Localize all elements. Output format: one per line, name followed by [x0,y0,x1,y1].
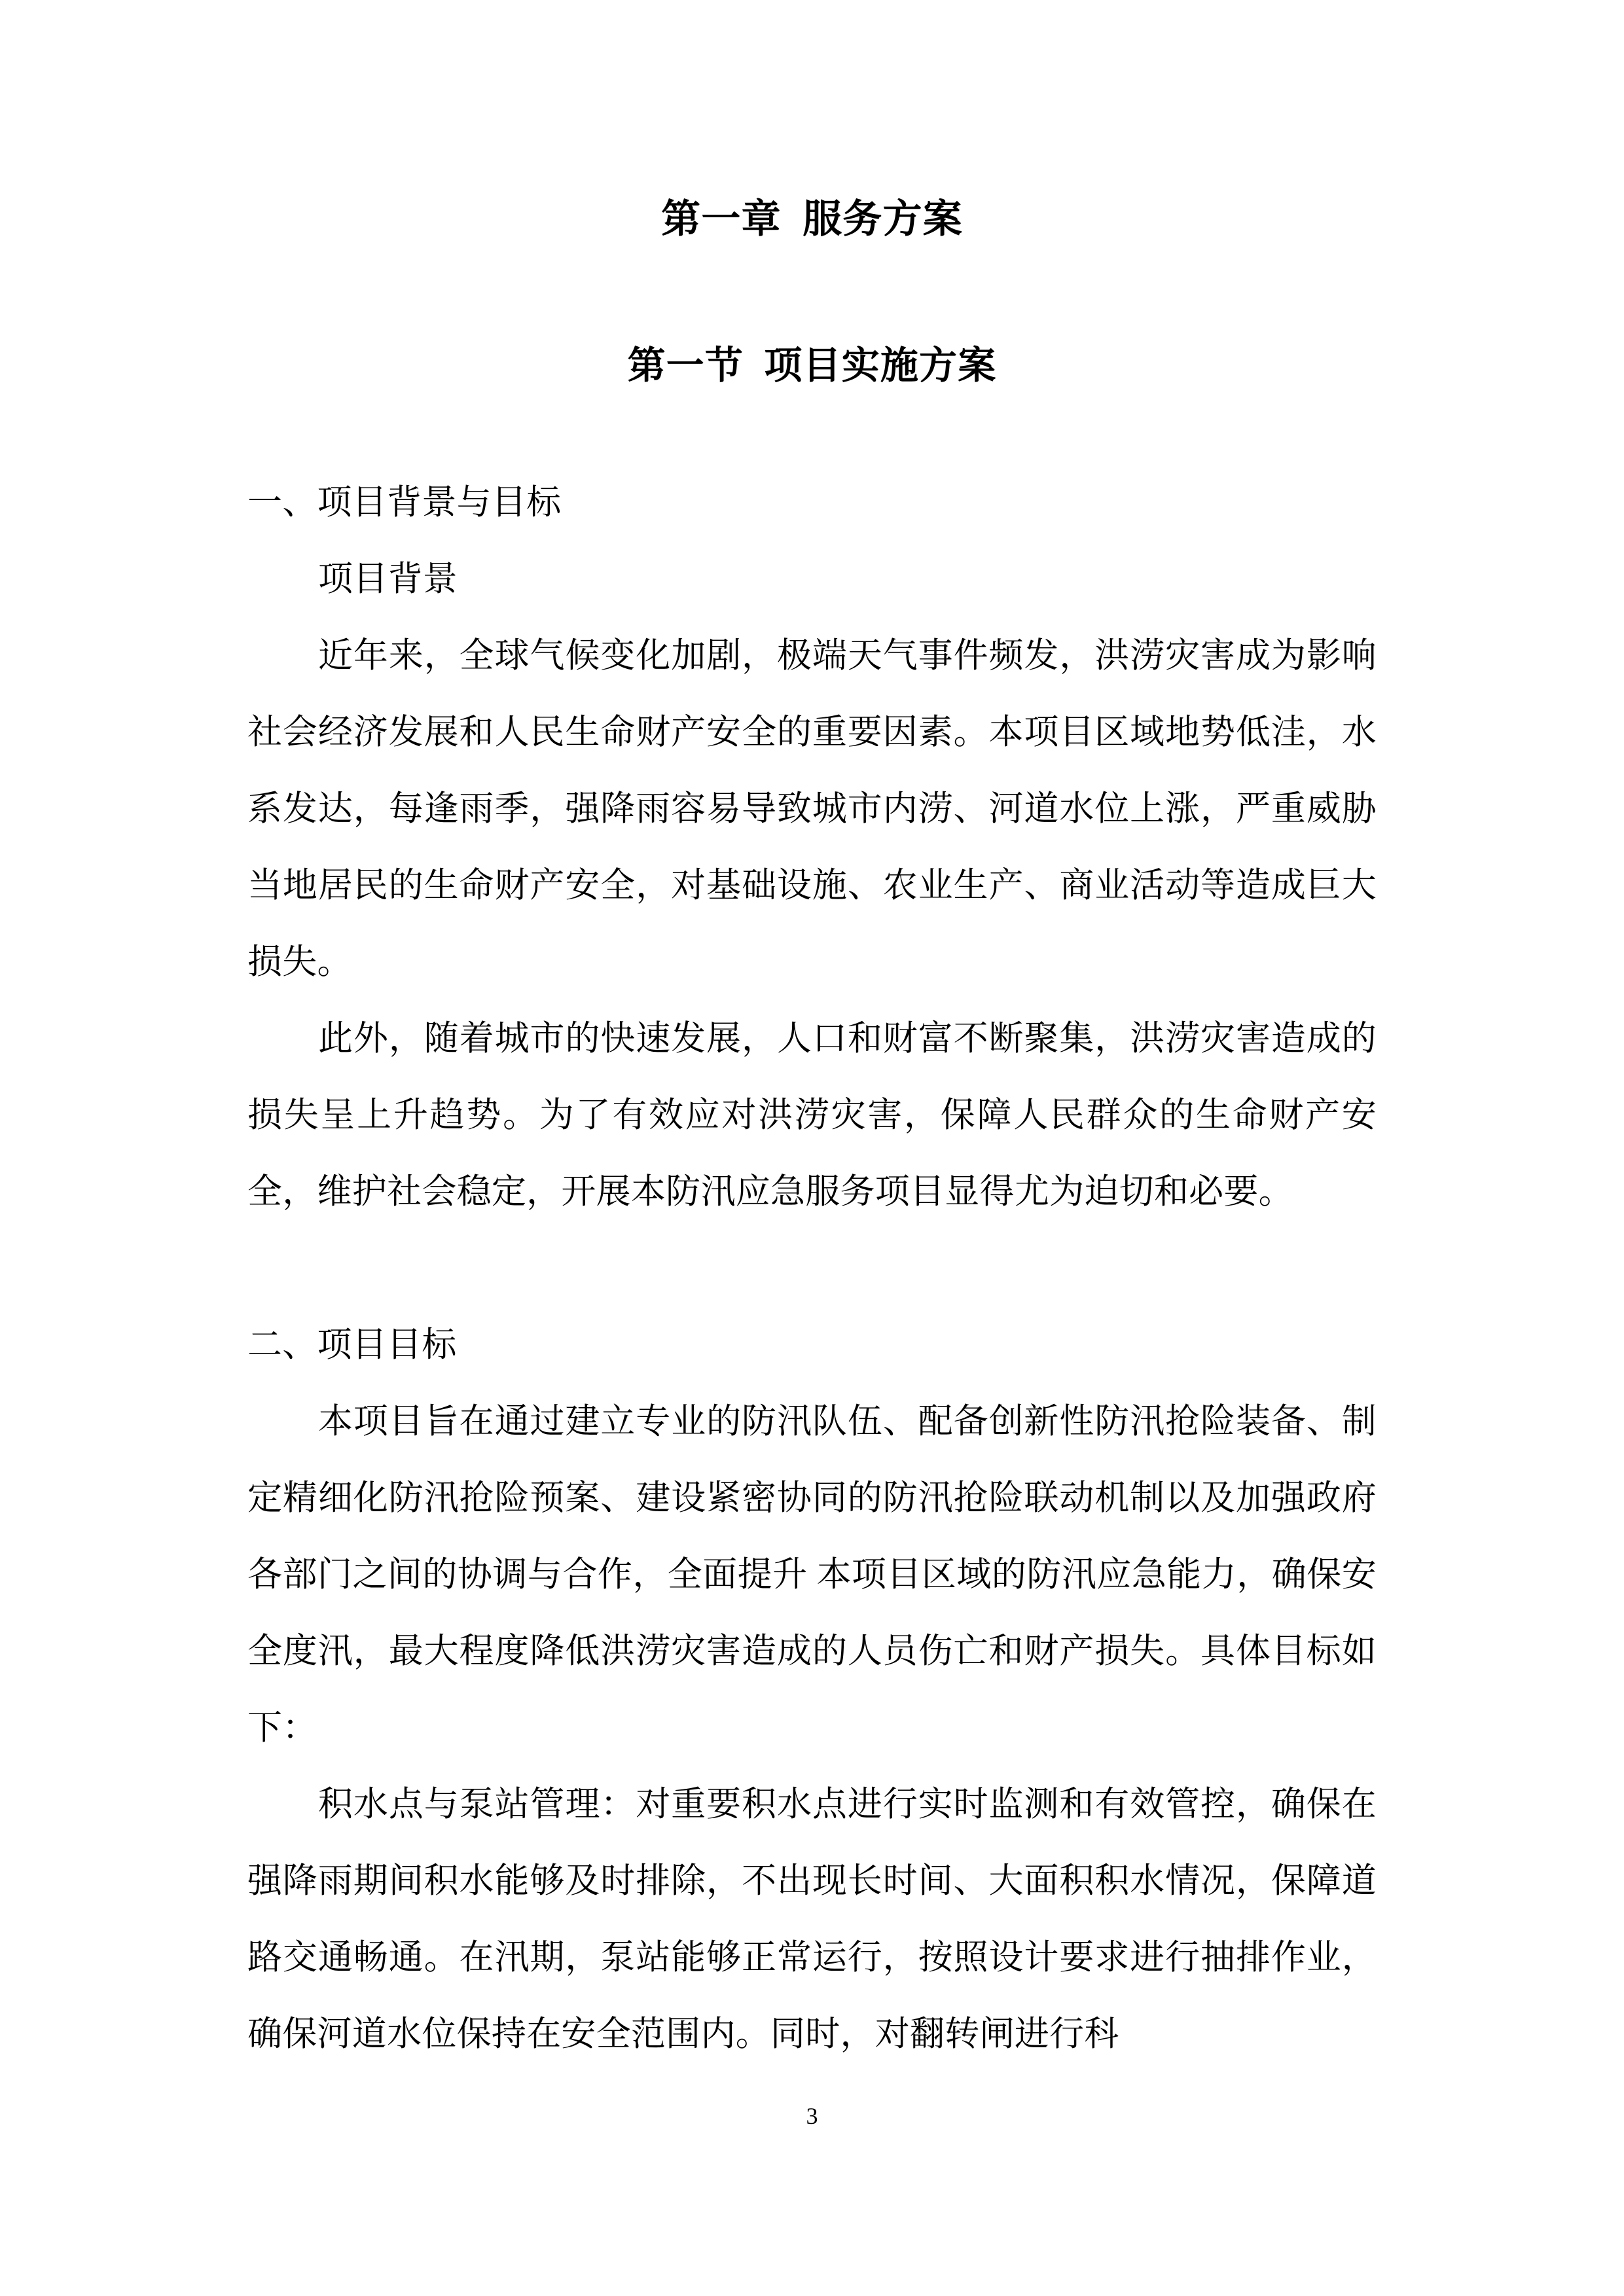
section-1-subheading: 项目背景 [318,560,458,598]
page-content [247,0,1377,2073]
section-1-heading: 一、项目背景与目标 [247,484,562,522]
chapter-heading: 第一章 服务方案 [661,198,963,241]
section-heading: 第一节 项目实施方案 [627,344,997,387]
section-1-paragraph-1: 近年来，全球气候变化加剧，极端天气事件频发，洪涝灾害成为影响社会经济发展和人民生命财产安全的重要因素。本项目区域地势低洼，水系发达，每逢雨季，强降雨容易导致城市内涝、河道水位上涨，严重威胁当地居民的生命财产安全，对基础设施、农业生产、商业活动等造成巨大损失。 [247,637,1377,981]
page-number: 3 [806,2103,818,2129]
section-2-heading: 二、项目目标 [247,1326,457,1364]
paragraph-spacer [247,1230,1377,1307]
body-block [247,465,1377,2073]
section-1-paragraph-2: 此外，随着城市的快速发展，人口和财富不断聚集，洪涝灾害造成的损失呈上升趋势。为了有效应对洪涝灾害，保障人民群众的生命财产安全，维护社会稳定，开展本防汛应急服务项目显得尤为迫切和必要。 [247,1020,1377,1211]
section-2-paragraph-2: 积水点与泵站管理：对重要积水点进行实时监测和有效管控，确保在强降雨期间积水能够及时排除，不出现长时间、大面积积水情况，保障道路交通畅通。在汛期，泵站能够正常运行，按照设计要求进行抽排作业，确保河道水位保持在安全范围内。同时，对翻转闸进行科 [247,1785,1377,2053]
section-2-paragraph-1: 本项目旨在通过建立专业的防汛队伍、配备创新性防汛抢险装备、制定精细化防汛抢险预案、建设紧密协同的防汛抢险联动机制以及加强政府各部门之间的协调与合作，全面提升 本项目区域的防汛应急能力，确保安全度汛，最大程度降低洪涝灾害造成的人员伤亡和财产损失。具体目标如下： [247,1403,1377,1747]
